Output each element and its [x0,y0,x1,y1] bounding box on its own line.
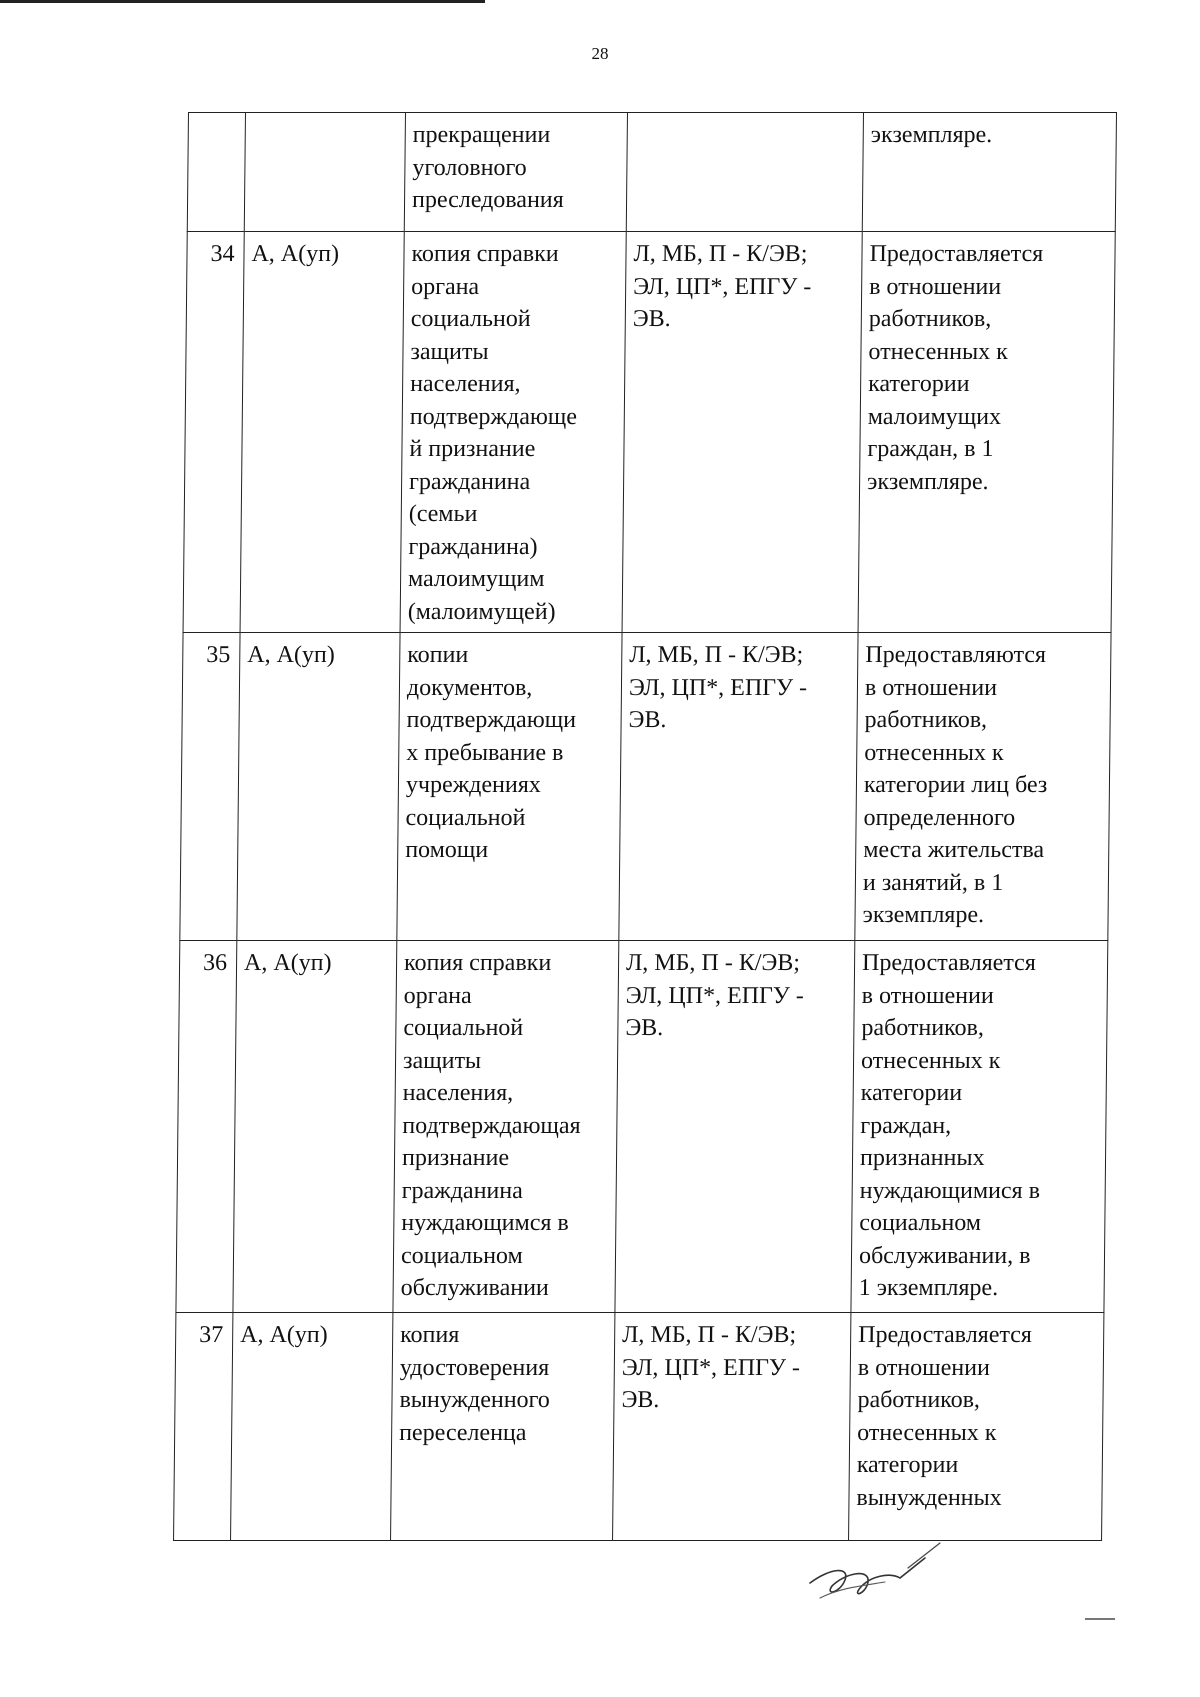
table-row [176,941,1108,1313]
submission-form [626,113,863,232]
table-row [180,633,1111,941]
handwritten-signature [790,1538,950,1618]
document-name: копия справки органа социальной защиты населения, подтверждающая признание гражданина нуждающимся в социальном обслуживании [393,941,619,1313]
document-name: копии документов, подтверждающи х пребывание в учреждениях социальной помощи [397,633,622,941]
applicant-type [244,113,405,232]
page-number: 28 [591,44,609,63]
document-name: копия справки органа социальной защиты населения, подтверждающе й признание гражданина (семьи гражданина) малоимущим (малоимущей) [400,232,626,633]
row-number [187,113,245,232]
applicant-type: А, А(уп) [237,633,400,941]
applicant-type: А, А(уп) [233,941,397,1313]
note: Предоставляется в отношении работников, отнесенных к категории вынужденных [849,1313,1104,1541]
note: Предоставляется в отношении работников, отнесенных к категории граждан, признанных нуждающимися в социальном обслуживании, в 1 экземпляре. [851,941,1108,1313]
submission-form: Л, МБ, П - К/ЭВ; ЭЛ, ЦП*, ЕПГУ - ЭВ. [619,633,858,941]
submission-form: Л, МБ, П - К/ЭВ; ЭЛ, ЦП*, ЕПГУ - ЭВ. [622,232,862,633]
margin-mark [1085,1618,1115,1620]
submission-form: Л, МБ, П - К/ЭВ; ЭЛ, ЦП*, ЕПГУ - ЭВ. [615,941,855,1313]
applicant-type: А, А(уп) [231,1313,393,1541]
applicant-type: А, А(уп) [240,232,404,633]
document-name: копия удостоверения вынужденного переселенца [391,1313,615,1541]
row-number: 34 [183,232,244,633]
table-row [187,113,1116,232]
row-number: 36 [176,941,237,1313]
table-row [183,232,1115,633]
row-number: 37 [174,1313,233,1541]
table-row [174,1313,1104,1541]
note: экземпляре. [862,113,1116,232]
documents-table [173,112,1117,1541]
note: Предоставляются в отношении работников, отнесенных к категории лиц без определенного места жительства и занятий, в 1 экземпляре. [855,633,1111,941]
row-number: 35 [180,633,240,941]
document-name: прекращении уголовного преследования [404,113,627,232]
top-edge-rule [0,0,485,3]
note: Предоставляется в отношении работников, отнесенных к категории малоимущих граждан, в 1 экземпляре. [858,232,1115,633]
submission-form: Л, МБ, П - К/ЭВ; ЭЛ, ЦП*, ЕПГУ - ЭВ. [613,1313,851,1541]
